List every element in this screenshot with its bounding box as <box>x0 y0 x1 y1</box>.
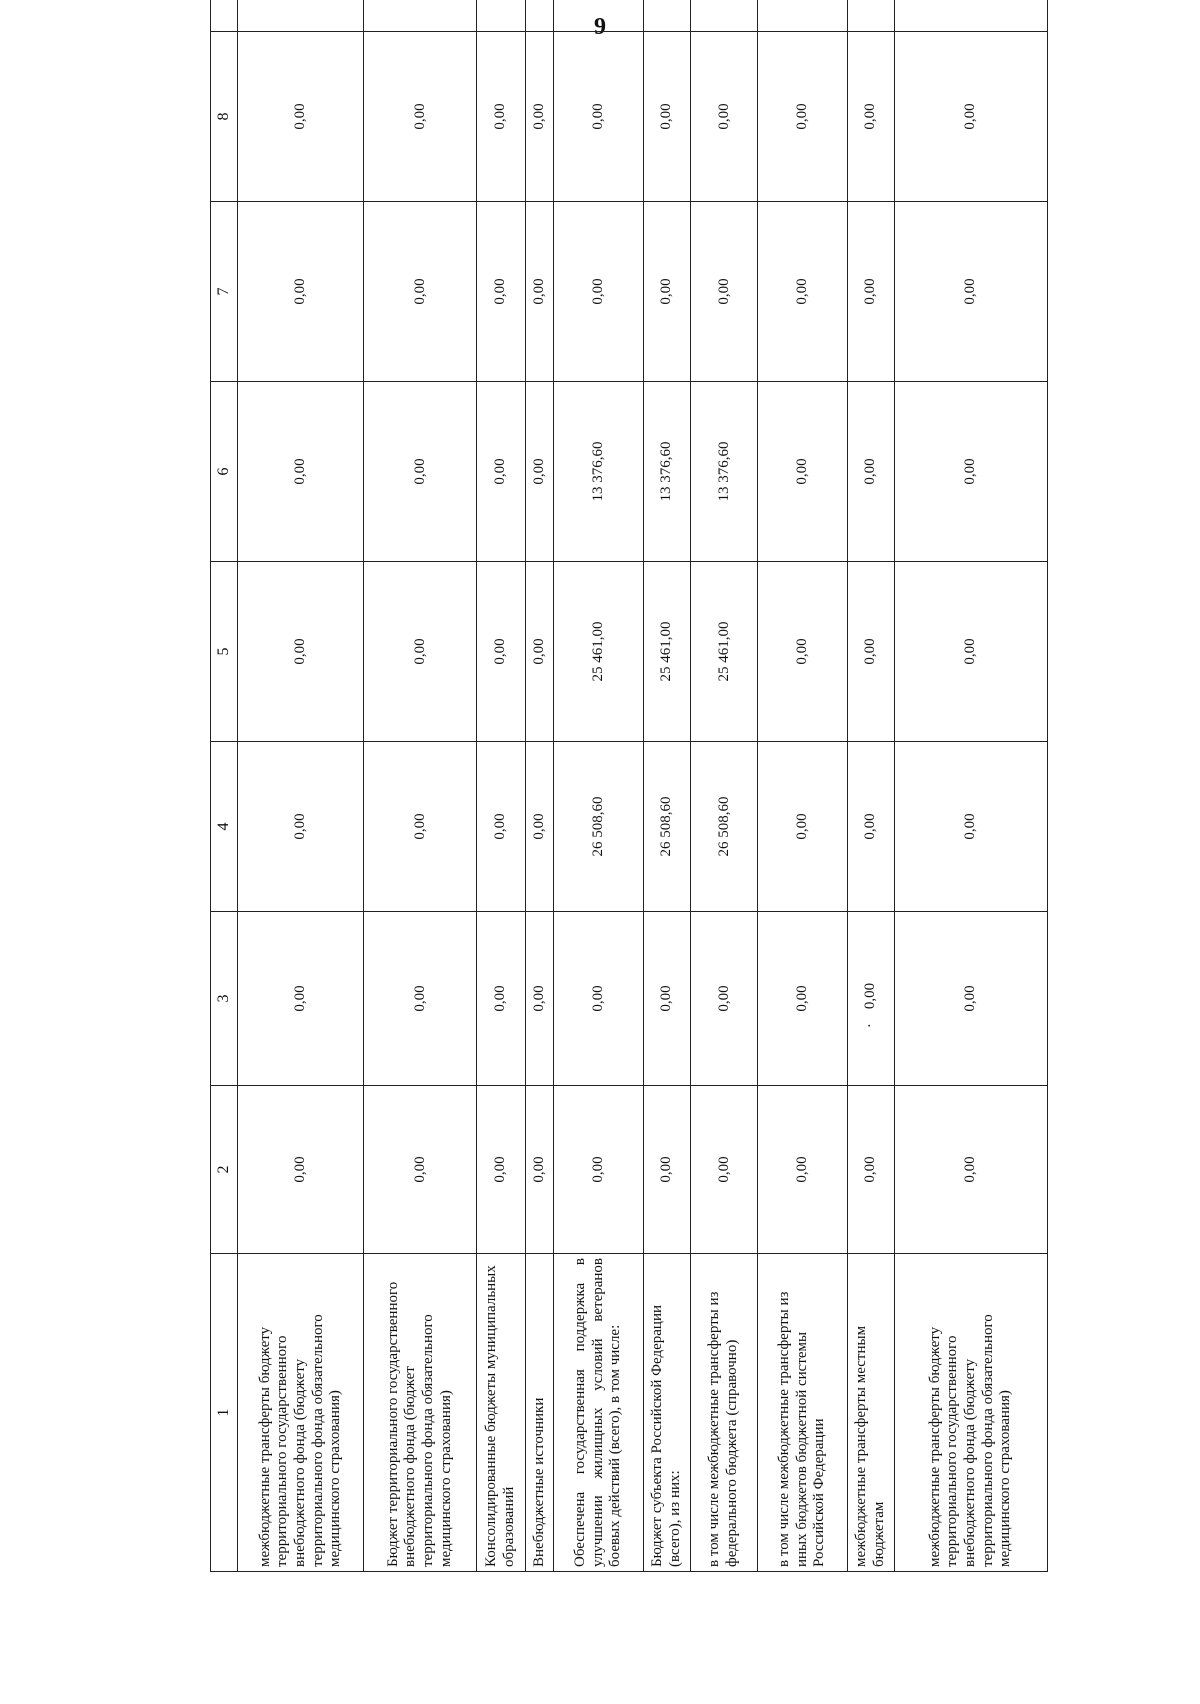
table-row <box>847 0 894 1572</box>
column-header: 2 <box>211 1086 238 1254</box>
table-cell: 0,00 <box>364 912 476 1086</box>
rotated-table <box>210 62 1048 1572</box>
table-cell: 0,00 <box>525 742 554 912</box>
table-row <box>758 0 848 1572</box>
table-cell: 0,00 <box>758 562 848 742</box>
table-cell: 0,00 <box>894 912 1047 1086</box>
table-row <box>894 0 1047 1572</box>
table-cell: 0,00 <box>525 912 554 1086</box>
column-header: 6 <box>211 382 238 562</box>
table-cell: 0,00 <box>476 912 525 1086</box>
table-cell: 0,00 <box>847 1086 894 1254</box>
page-number: 9 <box>594 14 606 40</box>
table-row <box>238 0 364 1572</box>
table-row <box>476 0 525 1572</box>
row-label: Бюджет субъекта Российской Федерации (всего), из них: <box>643 1254 690 1572</box>
table-cell: 26 508,60 <box>554 742 644 912</box>
table-cell: 0,00 <box>643 202 690 382</box>
table-cell: 0,00 <box>238 32 364 202</box>
table-cell <box>476 0 525 32</box>
row-label: Бюджет территориального государственного внебюджетного фонда (бюджет территориального фонда обязательного медицинского страхования) <box>364 1254 476 1572</box>
table-cell: 0,00 <box>847 202 894 382</box>
table-cell: 0,00 <box>758 382 848 562</box>
stray-dot-mark: · <box>862 1023 879 1029</box>
table-cell: 0,00 <box>643 32 690 202</box>
table-cell: 0,00 <box>690 1086 757 1254</box>
table-cell: 0,00 <box>476 742 525 912</box>
table-cell: 0,00 <box>525 202 554 382</box>
table-cell: 13 376,60 <box>554 382 644 562</box>
table-cell: 0,00 <box>238 562 364 742</box>
table-cell: 0,00 <box>238 912 364 1086</box>
table-cell: 25 461,00 <box>690 562 757 742</box>
table-cell: 0,00 <box>476 1086 525 1254</box>
table-cell: 0,00 <box>476 562 525 742</box>
table-row <box>690 0 757 1572</box>
table-cell: 0,00 <box>364 382 476 562</box>
column-header: 3 <box>211 912 238 1086</box>
row-label: Консолидированные бюджеты муниципальных образований <box>476 1254 525 1572</box>
table-cell <box>847 0 894 32</box>
table-cell: 0,00 <box>894 202 1047 382</box>
table-cell: 0,00 <box>554 1086 644 1254</box>
table-cell-value: 0,00 <box>862 982 879 1010</box>
table-cell <box>847 912 894 1086</box>
table-cell: 0,00 <box>364 1086 476 1254</box>
table-cell <box>643 0 690 32</box>
table-cell <box>758 0 848 32</box>
table-cell: 0,00 <box>554 912 644 1086</box>
table-cell: 0,00 <box>847 742 894 912</box>
table-cell: 0,00 <box>364 32 476 202</box>
table-cell <box>525 0 554 32</box>
table-cell: 0,00 <box>758 1086 848 1254</box>
table-cell: 0,00 <box>525 562 554 742</box>
table-cell: 25 461,00 <box>643 562 690 742</box>
table-cell: 13 376,60 <box>643 382 690 562</box>
table-cell: 0,00 <box>643 912 690 1086</box>
table-row <box>643 0 690 1572</box>
row-label: в том числе межбюджетные трансферты из иных бюджетов бюджетной системы Российской Федерации <box>758 1254 848 1572</box>
table-row <box>525 0 554 1572</box>
table-cell: 0,00 <box>238 382 364 562</box>
table-cell: 0,00 <box>554 32 644 202</box>
table-cell: 0,00 <box>525 1086 554 1254</box>
column-header: 8 <box>211 32 238 202</box>
table-cell: 26 508,60 <box>690 742 757 912</box>
table-cell: 0,00 <box>364 562 476 742</box>
table-cell: 0,00 <box>894 742 1047 912</box>
table-cell: 0,00 <box>847 32 894 202</box>
table-cell: 0,00 <box>364 742 476 912</box>
table-cell: 0,00 <box>847 562 894 742</box>
row-label: межбюджетные трансферты бюджету территориального государственного внебюджетного фонда (бюджету территориального фонда обязательного медицинского страхования) <box>894 1254 1047 1572</box>
funding-table <box>210 0 1048 1572</box>
table-cell: 26 508,60 <box>643 742 690 912</box>
row-label: в том числе межбюджетные трансферты из федерального бюджета (справочно) <box>690 1254 757 1572</box>
table-cell <box>894 0 1047 32</box>
table-cell <box>364 0 476 32</box>
table-cell: 0,00 <box>476 32 525 202</box>
column-header: 1 <box>211 1254 238 1572</box>
table-cell: 0,00 <box>894 32 1047 202</box>
table-cell <box>238 0 364 32</box>
table-cell: 0,00 <box>758 742 848 912</box>
table-cell: 0,00 <box>238 1086 364 1254</box>
table-cell: 0,00 <box>758 202 848 382</box>
table-cell: 0,00 <box>476 202 525 382</box>
table-cell: 0,00 <box>476 382 525 562</box>
column-header: 4 <box>211 742 238 912</box>
table-cell: 0,00 <box>643 1086 690 1254</box>
table-cell: 0,00 <box>238 742 364 912</box>
table-cell: 0,00 <box>554 202 644 382</box>
column-header: 5 <box>211 562 238 742</box>
table-cell: 13 376,60 <box>690 382 757 562</box>
table-cell: 0,00 <box>690 32 757 202</box>
row-label: межбюджетные трансферты местным бюджетам <box>847 1254 894 1572</box>
table-cell: 0,00 <box>238 202 364 382</box>
row-label: межбюджетные трансферты бюджету территориального государственного внебюджетного фонда (бюджету территориального фонда обязательного медицинского страхования) <box>238 1254 364 1572</box>
table-cell: 0,00 <box>847 382 894 562</box>
table-cell: 0,00 <box>894 382 1047 562</box>
row-label: Внебюджетные источники <box>525 1254 554 1572</box>
rotated-table-container <box>210 62 1048 1572</box>
table-cell: 0,00 <box>894 1086 1047 1254</box>
table-cell: 0,00 <box>690 202 757 382</box>
table-cell: 0,00 <box>758 32 848 202</box>
table-header-row <box>211 0 238 1572</box>
table-cell: 0,00 <box>525 32 554 202</box>
row-label: Обеспечена государственная поддержка в улучшении жилищных условий ветеранов боевых действий (всего), в том числе: <box>554 1254 644 1572</box>
table-cell: 0,00 <box>758 912 848 1086</box>
table-cell: 25 461,00 <box>554 562 644 742</box>
column-header <box>211 0 238 32</box>
table-cell <box>690 0 757 32</box>
table-cell: 0,00 <box>894 562 1047 742</box>
column-header: 7 <box>211 202 238 382</box>
table-row <box>364 0 476 1572</box>
table-cell: 0,00 <box>525 382 554 562</box>
table-cell: 0,00 <box>690 912 757 1086</box>
table-row <box>554 0 644 1572</box>
table-cell: 0,00 <box>364 202 476 382</box>
table-cell <box>554 0 644 32</box>
